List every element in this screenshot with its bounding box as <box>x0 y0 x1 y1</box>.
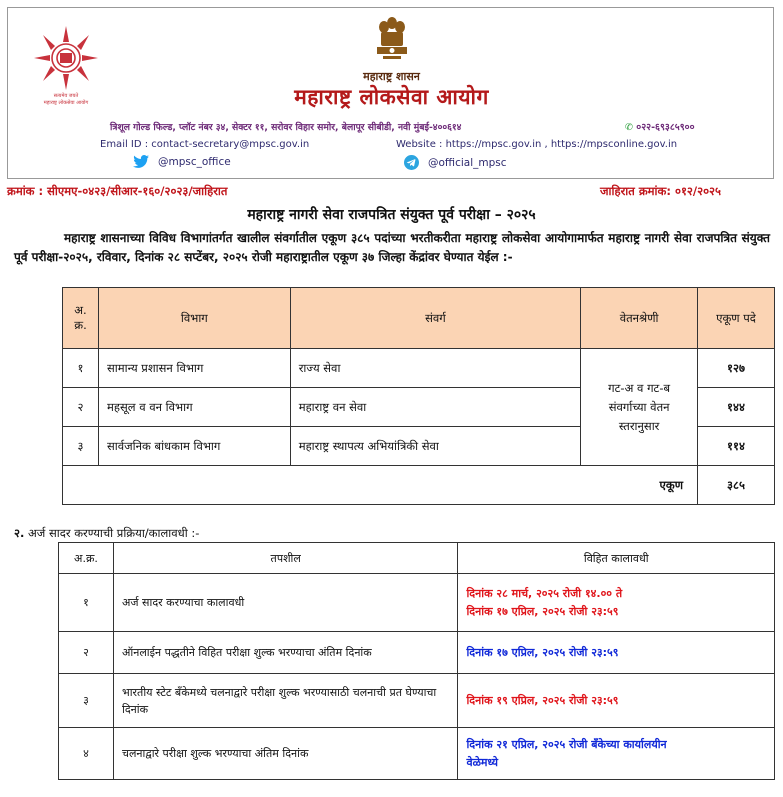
total-label: एकूण <box>63 466 698 505</box>
reference-number: क्रमांक : सीएमए-०४२३/सीआर-१६०/२०२३/जाहिरात <box>7 184 228 198</box>
sr-cell: २ <box>59 632 114 674</box>
department-cell: महसूल व वन विभाग <box>98 388 290 427</box>
department-cell: सामान्य प्रशासन विभाग <box>98 349 290 388</box>
table-row <box>59 674 775 728</box>
state-emblem-icon <box>373 14 411 68</box>
period-cell: दिनांक २८ मार्च, २०२५ रोजी १४.०० ते दिनांक १७ एप्रिल, २०२५ रोजी २३:५९ <box>458 574 775 632</box>
sr-cell: ३ <box>59 674 114 728</box>
table-row <box>59 728 775 780</box>
intro-paragraph: महाराष्ट्र शासनाच्या विविध विभागांतर्गत खालील संवर्गातील एकूण ३८५ पदांच्या भरतीकरीता महाराष्ट्र लोकसेवा आयोगामार्फत महाराष्ट्र नागरी सेवा राजपत्रित संयुक्त पूर्व परीक्षा-२०२५, रविवार, दिनांक २८ सप्टेंबर, २०२५ रोजी महाराष्ट्रातील एकूण ३७ जिल्हा केंद्रांवर घेण्यात येईल :- <box>14 231 770 264</box>
header-period: विहित कालावधी <box>458 543 775 574</box>
table-row <box>63 349 775 388</box>
table-row <box>59 632 775 674</box>
table-row <box>59 574 775 632</box>
phone-number: ✆ ०२२-६९३८५९०० <box>625 122 695 133</box>
pay-scale-cell: गट-अ व गट-ब संवर्गाच्या वेतन स्तरानुसार <box>581 349 698 466</box>
schedule-table-header <box>59 543 775 574</box>
advertisement-number: जाहिरात क्रमांक: ०१२/२०२५ <box>600 184 722 198</box>
total-row <box>63 466 775 505</box>
period-cell: दिनांक १७ एप्रिल, २०२५ रोजी २३:५९ <box>458 632 775 674</box>
logo-text-1: सत्यमेव जयते <box>53 93 79 99</box>
sr-cell: १ <box>63 349 99 388</box>
department-cell: सार्वजनिक बांधकाम विभाग <box>98 427 290 466</box>
cadre-cell: राज्य सेवा <box>290 349 581 388</box>
cadre-cell: महाराष्ट्र वन सेवा <box>290 388 581 427</box>
posts-table <box>62 287 775 505</box>
detail-cell: भारतीय स्टेट बँकेमध्ये चलनाद्वारे परीक्षा शुल्क भरण्यासाठी चलनाची प्रत घेण्याचा दिनांक <box>113 674 457 728</box>
twitter-icon <box>133 155 149 168</box>
detail-cell: चलनाद्वारे परीक्षा शुल्क भरण्याचा अंतिम दिनांक <box>113 728 457 780</box>
application-schedule-table <box>58 542 775 780</box>
posts-cell: १२७ <box>698 349 775 388</box>
website-links[interactable]: Website : https://mpsc.gov.in , https://mpsconline.gov.in <box>396 139 678 150</box>
detail-cell: अर्ज सादर करण्याचा कालावधी <box>113 574 457 632</box>
period-cell: दिनांक १९ एप्रिल, २०२५ रोजी २३:५९ <box>458 674 775 728</box>
logo-text-2: महाराष्ट्र लोकसेवा आयोग <box>43 100 89 106</box>
cadre-cell: महाराष्ट्र स्थापत्य अभियांत्रिकी सेवा <box>290 427 581 466</box>
header-cadre: संवर्ग <box>290 288 581 349</box>
header-total-posts: एकूण पदे <box>698 288 775 349</box>
sr-cell: ३ <box>63 427 99 466</box>
header-details: तपशील <box>113 543 457 574</box>
posts-cell: ११४ <box>698 427 775 466</box>
sr-cell: १ <box>59 574 114 632</box>
posts-cell: १४४ <box>698 388 775 427</box>
email-id[interactable]: Email ID : contact-secretary@mpsc.gov.in <box>100 139 310 150</box>
twitter-handle[interactable]: @mpsc_office <box>133 155 231 168</box>
telegram-icon <box>404 155 419 170</box>
posts-table-header <box>63 288 775 349</box>
phone-icon: ✆ <box>625 122 633 133</box>
total-value: ३८५ <box>698 466 775 505</box>
period-cell: दिनांक २१ एप्रिल, २०२५ रोजी बँकेच्या कार्यालयीन वेळेमध्ये <box>458 728 775 780</box>
document-title: महाराष्ट्र नागरी सेवा राजपत्रित संयुक्त पूर्व परीक्षा – २०२५ <box>247 207 536 223</box>
sr-cell: ४ <box>59 728 114 780</box>
header-sr: अ.क्र. <box>59 543 114 574</box>
government-label: महाराष्ट्र शासन <box>363 70 420 83</box>
telegram-handle[interactable]: @official_mpsc <box>404 155 507 170</box>
header-pay-scale: वेतनश्रेणी <box>581 288 698 349</box>
header-sr: अ. क्र. <box>63 288 99 349</box>
header-department: विभाग <box>98 288 290 349</box>
section-2-heading: २. अर्ज सादर करण्याची प्रक्रिया/कालावधी :- <box>14 526 200 540</box>
sr-cell: २ <box>63 388 99 427</box>
office-address: त्रिशूल गोल्ड फिल्ड, प्लॉट नंबर ३४, सेक्टर ११, सरोवर विहार समोर, बेलापूर सीबीडी, नवी मुंबई-४००६१४ <box>110 122 462 133</box>
detail-cell: ऑनलाईन पद्धतीने विहित परीक्षा शुल्क भरण्याचा अंतिम दिनांक <box>113 632 457 674</box>
commission-name: महाराष्ट्र लोकसेवा आयोग <box>294 85 489 109</box>
